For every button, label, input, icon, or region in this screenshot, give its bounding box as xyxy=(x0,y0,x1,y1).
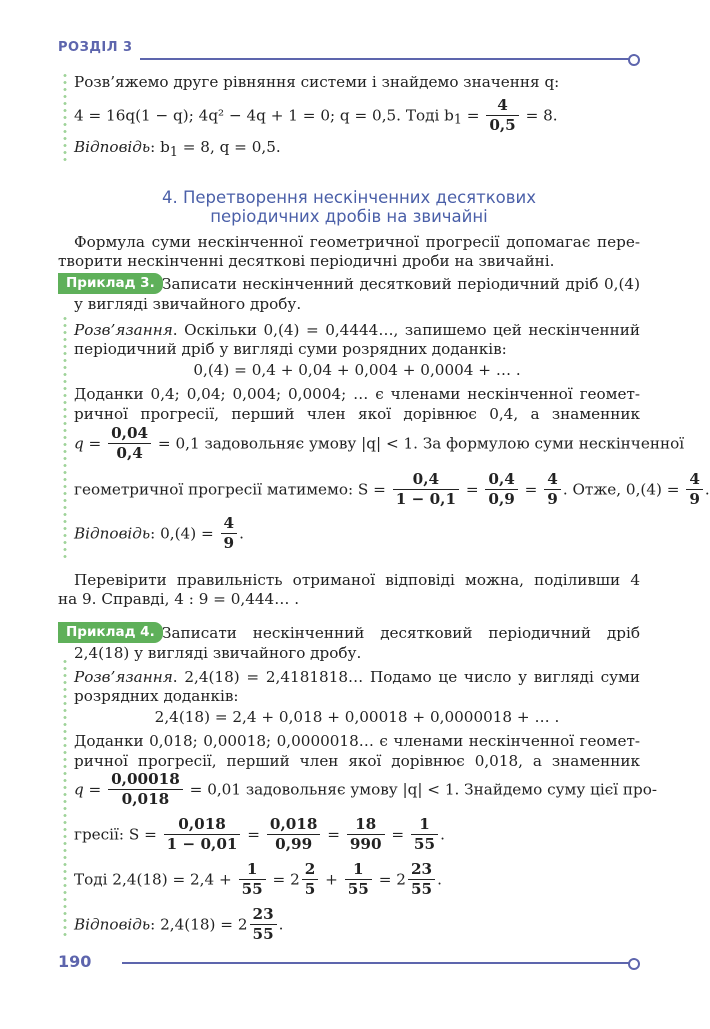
example-3-task: у вигляді звичайного дробу. xyxy=(74,295,302,313)
example-3-task: Записати нескінченний десятковий періодичний дріб 0,(4) xyxy=(162,275,640,293)
fraction: $\frac{1}{55}$ xyxy=(411,815,438,854)
answer-line: Відповідь: $b_1 = 8$, q = 0,5. xyxy=(74,138,281,160)
fraction: $\frac{1}{55}$ xyxy=(239,860,266,899)
fraction: $\frac{0,04}{0,4}$ xyxy=(108,424,151,463)
fraction: $\frac{4}{9}$ xyxy=(221,514,238,553)
math-line: гресії: S = $\frac{0,018}{1 - 0,01}$ = $\frac{0,018}{0,99}$ = $\frac{18}{990}$ = $\frac{1}{55}$ . xyxy=(74,815,445,853)
example-4-badge: Приклад 4. xyxy=(58,622,163,643)
sum-formula: 2,4(18) = 2,4 + 0,018 + 0,00018 + 0,0000018 + … . xyxy=(154,708,560,726)
margin-dots xyxy=(63,315,67,560)
solution-line: ричної прогресії, перший член якої дорівнює 0,4, а знаменник xyxy=(74,405,640,423)
header-rule xyxy=(140,58,630,60)
math-line: q = $\frac{0,04}{0,4}$ = 0,1 задовольняє умову |q| < 1. За формулою суми нескінченної xyxy=(74,424,685,462)
footer-rule-end-circle xyxy=(628,958,640,970)
solution-line: Розв’язання. 2,4(18) = 2,4181818… Подамо це число у вигляді суми xyxy=(74,668,640,686)
fraction: $\frac{4}{9}$ xyxy=(544,470,561,509)
fraction: $\frac{0,018}{1 - 0,01}$ xyxy=(164,815,241,854)
answer-line: Відповідь: 2,4(18) = 2 $\frac{23}{55}$ . xyxy=(74,905,284,943)
check-line: на 9. Справді, 4 : 9 = 0,444… . xyxy=(58,590,300,608)
solution-line: ричної прогресії, перший член якої дорівнює 0,018, а знаменник xyxy=(74,752,640,770)
fraction: $\frac{1}{55}$ xyxy=(345,860,372,899)
fraction: $\frac{18}{990}$ xyxy=(347,815,385,854)
solution-line: Доданки 0,018; 0,00018; 0,0000018… є членами нескінченної геомет- xyxy=(74,732,640,750)
math-line: 4 = 16q(1 − q); 4q² − 4q + 1 = 0; q = 0,5. Тоді $b_1$ = $\frac{4}{0,5}$ = 8. xyxy=(74,96,558,134)
margin-dots xyxy=(63,72,67,162)
sum-formula: 0,(4) = 0,4 + 0,04 + 0,004 + 0,0004 + … . xyxy=(193,361,521,379)
section-title-line2: періодичних дробів на звичайні xyxy=(210,207,488,226)
page-number: 190 xyxy=(58,952,92,971)
fraction: $\frac{0,4}{1 - 0,1}$ xyxy=(393,470,459,509)
section-title-line1: 4. Перетворення нескінченних десяткових xyxy=(162,188,536,207)
answer-line: Відповідь: 0,(4) = $\frac{4}{9}$ . xyxy=(74,514,244,552)
solution-line: розрядних доданків: xyxy=(74,687,239,705)
fraction: $\frac{0,4}{0,9}$ xyxy=(485,470,517,509)
example-3-badge: Приклад 3. xyxy=(58,273,163,294)
math-line: геометричної прогресії матимемо: S = $\frac{0,4}{1 - 0,1}$ = $\frac{0,4}{0,9}$ = $\frac{4}{9}$ . Отже, 0,(4) = $\frac{4}{9}$ . xyxy=(74,470,710,508)
math-line: Тоді 2,4(18) = 2,4 + $\frac{1}{55}$ = 2 $\frac{2}{5}$ + $\frac{1}{55}$ = 2 $\frac{23}{55}$ . xyxy=(74,860,442,898)
math-line: q = $\frac{0,00018}{0,018}$ = 0,01 задовольняє умову |q| < 1. Знайдемо суму цієї про- xyxy=(74,770,658,808)
footer-rule xyxy=(122,962,630,964)
solution-line: Доданки 0,4; 0,04; 0,004; 0,0004; … є членами нескінченної геомет- xyxy=(74,385,640,403)
solution-line: періодичний дріб у вигляді суми розрядних доданків: xyxy=(74,340,507,358)
fraction: $\frac{23}{55}$ xyxy=(408,860,435,899)
header-rule-end-circle xyxy=(628,54,640,66)
fraction: $\frac{0,018}{0,99}$ xyxy=(267,815,321,854)
check-line: Перевірити правильність отриманої відповіді можна, поділивши 4 xyxy=(74,571,640,589)
fraction: $\frac{4}{0,5}$ xyxy=(486,96,518,135)
fraction: $\frac{23}{55}$ xyxy=(250,905,277,944)
intro-line: Формула суми нескінченної геометричної прогресії допомагає пере- xyxy=(74,233,640,251)
example-4-task: Записати нескінченний десятковий періодичний дріб xyxy=(162,624,640,642)
fraction: $\frac{4}{9}$ xyxy=(686,470,703,509)
margin-dots xyxy=(63,658,67,938)
fraction: $\frac{2}{5}$ xyxy=(302,860,319,899)
text-line: Розв’яжемо друге рівняння системи і знайдемо значення q: xyxy=(74,73,560,91)
fraction: $\frac{0,00018}{0,018}$ xyxy=(108,770,183,809)
section-header: РОЗДІЛ 3 xyxy=(58,40,133,55)
solution-line: Розв’язання. Оскільки 0,(4) = 0,4444…, запишемо цей нескінченний xyxy=(74,321,640,339)
example-4-task: 2,4(18) у вигляді звичайного дробу. xyxy=(74,644,362,662)
intro-line: творити нескінченні десяткові періодичні дроби на звичайні. xyxy=(58,252,555,270)
